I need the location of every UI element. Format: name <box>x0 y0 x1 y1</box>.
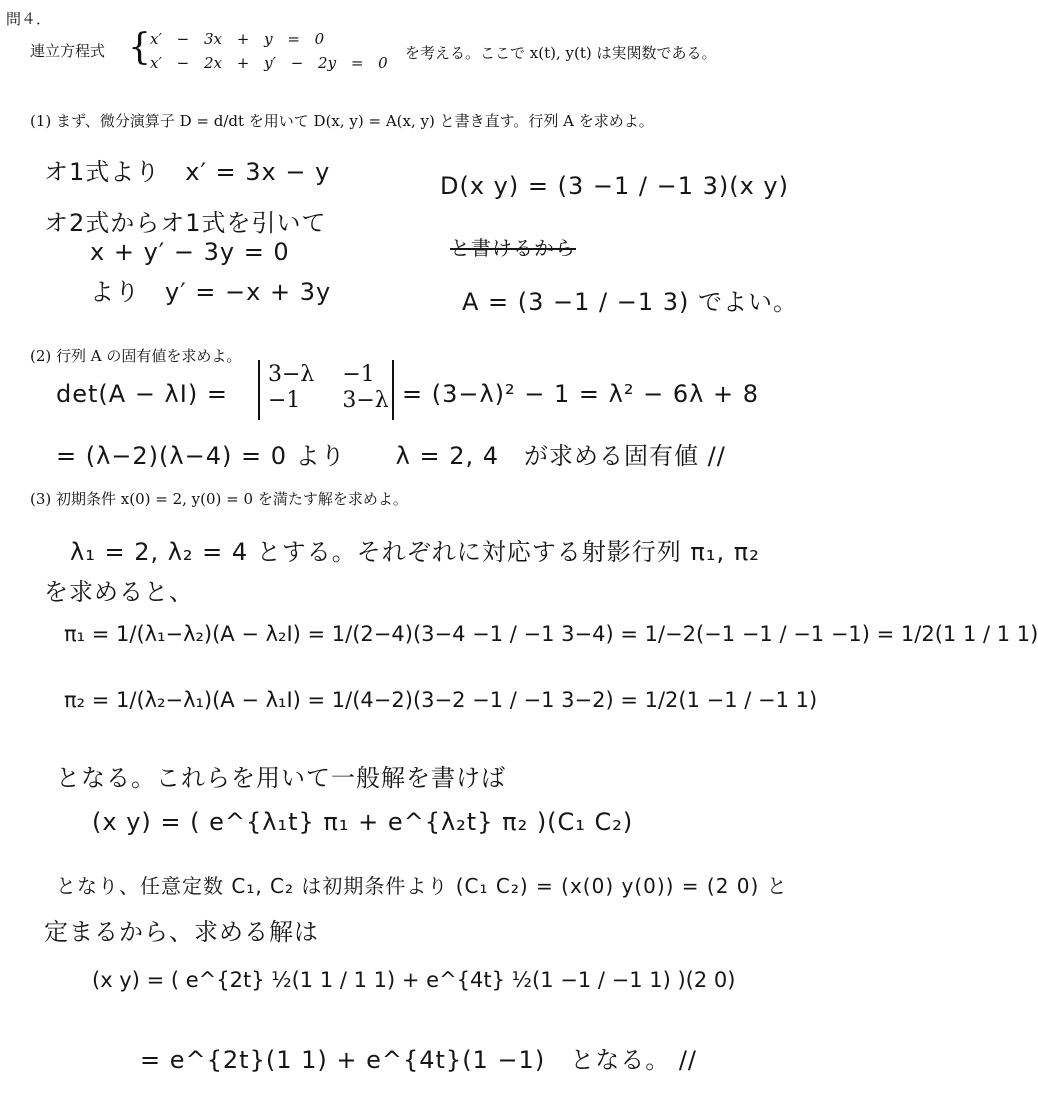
q2-det-left: det(A − λI) = <box>56 380 228 408</box>
q1-line2: オ2式からオ1式を引いて <box>44 209 327 237</box>
system-eq2: x′ − 2x + y′ − 2y = 0 <box>150 54 388 72</box>
q1-rhs-eq: D(x y) = (3 −1 / −1 3)(x y) <box>440 172 789 200</box>
q3-intro1: λ₁ = 2, λ₂ = 4 とする。それぞれに対応する射影行列 π₁, π₂ <box>70 538 760 566</box>
q2-line2: = (λ−2)(λ−4) = 0 より λ = 2, 4 が求める固有値 // <box>56 442 726 470</box>
system-note: を考える。ここで x(t), y(t) は実関数である。 <box>405 44 717 62</box>
q3-sol2: = e^{2t}(1 1) + e^{4t}(1 −1) となる。 // <box>140 1046 697 1074</box>
q1-line1: オ1式より x′ = 3x − y <box>44 158 331 186</box>
q1-prompt: (1) まず、微分演算子 D = d/dt を用いて D(x, y) = A(x, y) と書き直す。行列 A を求めよ。 <box>30 112 654 130</box>
q3-general: (x y) = ( e^{λ₁t} π₁ + e^{λ₂t} π₂ )(C₁ C₂) <box>92 808 634 836</box>
det-bar-right <box>392 360 394 420</box>
q1-kakeru: と書けるから <box>450 236 576 260</box>
det-cell: −1 <box>268 388 301 413</box>
q1-answer: A = (3 −1 / −1 3) でよい。 <box>462 288 799 316</box>
q2-det-right: = (3−λ)² − 1 = λ² − 6λ + 8 <box>402 380 759 408</box>
q1-line3: x + y′ − 3y = 0 <box>90 238 290 266</box>
det-matrix <box>268 362 389 414</box>
det-bar-left <box>258 360 260 420</box>
det-cell: 3−λ <box>342 388 389 413</box>
system-eq1: x′ − 3x + y = 0 <box>150 30 325 48</box>
q3-pi2: π₂ = 1/(λ₂−λ₁)(A − λ₁I) = 1/(4−2)(3−2 −1 / −1 3−2) = 1/2(1 −1 / −1 1) <box>64 688 818 712</box>
system-label: 連立方程式 <box>30 42 106 60</box>
q3-consts: となり、任意定数 C₁, C₂ は初期条件より (C₁ C₂) = (x(0) y(0)) = (2 0) と <box>56 874 788 898</box>
q1-line4: より y′ = −x + 3y <box>90 278 332 306</box>
problem-label: 問４． <box>6 10 52 28</box>
q3-intro2: を求めると、 <box>44 578 194 606</box>
det-cell: −1 <box>342 362 375 387</box>
q3-prompt: (3) 初期条件 x(0) = 2, y(0) = 0 を満たす解を求めよ。 <box>30 490 408 508</box>
q3-mid: となる。これらを用いて一般解を書けば <box>56 764 506 792</box>
q3-sol1: (x y) = ( e^{2t} ½(1 1 / 1 1) + e^{4t} ½(1 −1 / −1 1) )(2 0) <box>92 968 736 992</box>
system-brace: { <box>128 27 151 68</box>
q2-prompt: (2) 行列 A の固有値を求めよ。 <box>30 347 242 365</box>
q3-pi1: π₁ = 1/(λ₁−λ₂)(A − λ₂I) = 1/(2−4)(3−4 −1 / −1 3−4) = 1/−2(−1 −1 / −1 −1) = 1/2(1 1 / 1 1) <box>64 622 1038 646</box>
det-cell: 3−λ <box>268 362 315 387</box>
q3-consts2: 定まるから、求める解は <box>44 918 319 946</box>
